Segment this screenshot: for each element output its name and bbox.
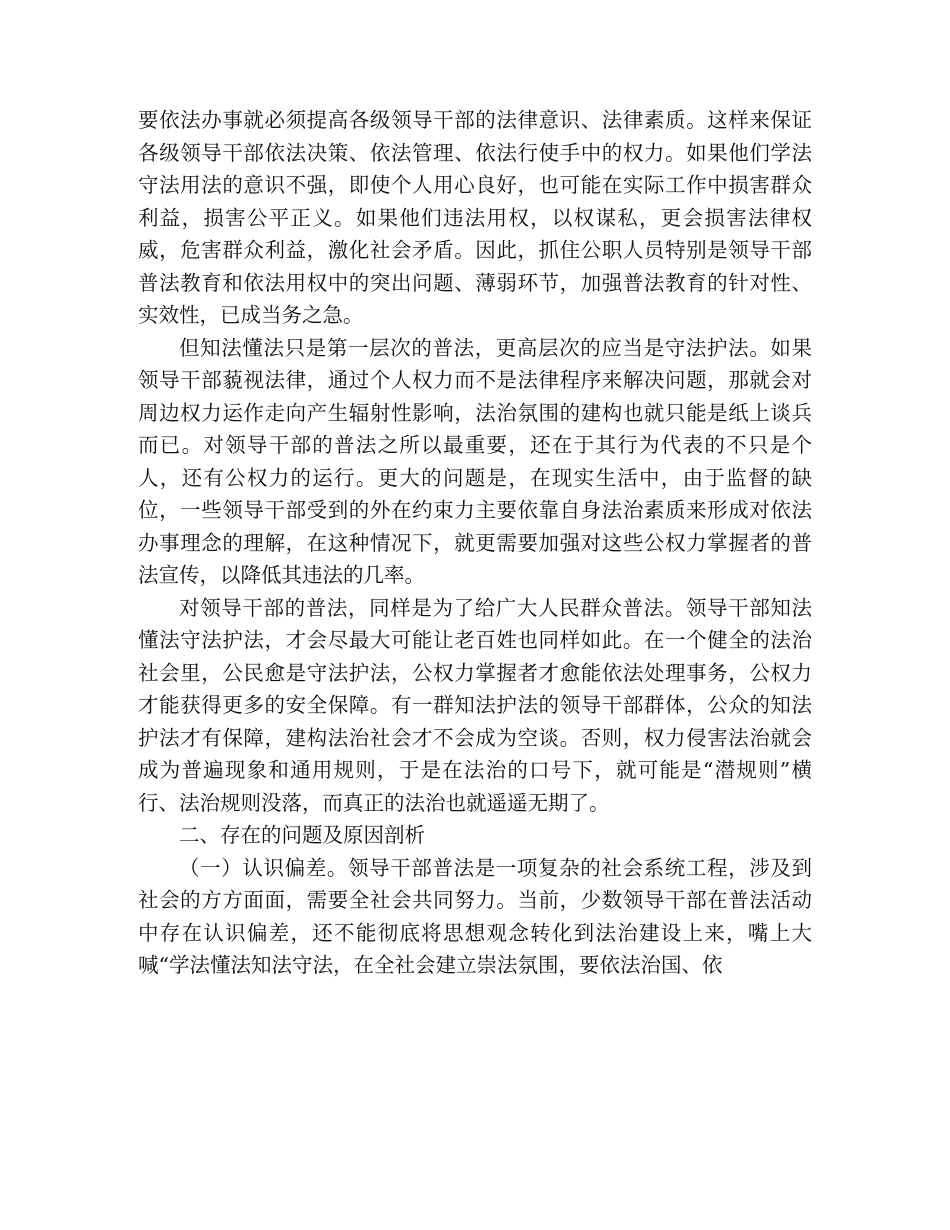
document-page	[138, 104, 812, 982]
paragraph-1: 要依法办事就必须提高各级领导干部的法律意识、法律素质。这样来保证各级领导干部依法决策、依法管理、依法行使手中的权力。如果他们学法守法用法的意识不强，即使个人用心良好，也可能在实际工作中损害群众利益，损害公平正义。如果他们违法用权，以权谋私，更会损害法律权威，危害群众利益，激化社会矛盾。因此，抓住公职人员特别是领导干部普法教育和依法用权中的突出问题、薄弱环节，加强普法教育的针对性、实效性，已成当务之急。	[138, 108, 812, 327]
paragraph-2: 但知法懂法只是第一层次的普法，更高层次的应当是守法护法。如果领导干部藐视法律，通过个人权力而不是法律程序来解决问题，那就会对周边权力运作走向产生辐射性影响，法治氛围的建构也就只能是纸上谈兵而已。对领导干部的普法之所以最重要，还在于其行为代表的不只是个人，还有公权力的运行。更大的问题是，在现实生活中，由于监督的缺位，一些领导干部受到的外在约束力主要依靠自身法治素质来形成对依法办事理念的理解，在这种情况下，就更需要加强对这些公权力掌握者的普法宣传，以降低其违法的几率。	[138, 335, 812, 587]
paragraph-4: （一）认识偏差。领导干部普法是一项复杂的社会系统工程，涉及到社会的方方面面，需要全社会共同努力。当前，少数领导干部在普法活动中存在认识偏差，还不能彻底将思想观念转化到法治建设上来，嘴上大喊“学法懂法知法守法，在全社会建立崇法氛围，要依法治国、依	[138, 855, 812, 977]
section-heading: 二、存在的问题及原因剖析	[179, 823, 425, 847]
paragraph-3: 对领导干部的普法，同样是为了给广大人民群众普法。领导干部知法懂法守法护法，才会尽最大可能让老百姓也同样如此。在一个健全的法治社会里，公民愈是守法护法，公权力掌握者才愈能依法处理事务，公权力才能获得更多的安全保障。有一群知法护法的领导干部群体，公众的知法护法才有保障，建构法治社会才不会成为空谈。否则，权力侵害法治就会成为普遍现象和通用规则，于是在法治的口号下，就可能是“潜规则”横行、法治规则没落，而真正的法治也就遥遥无期了。	[138, 595, 812, 815]
